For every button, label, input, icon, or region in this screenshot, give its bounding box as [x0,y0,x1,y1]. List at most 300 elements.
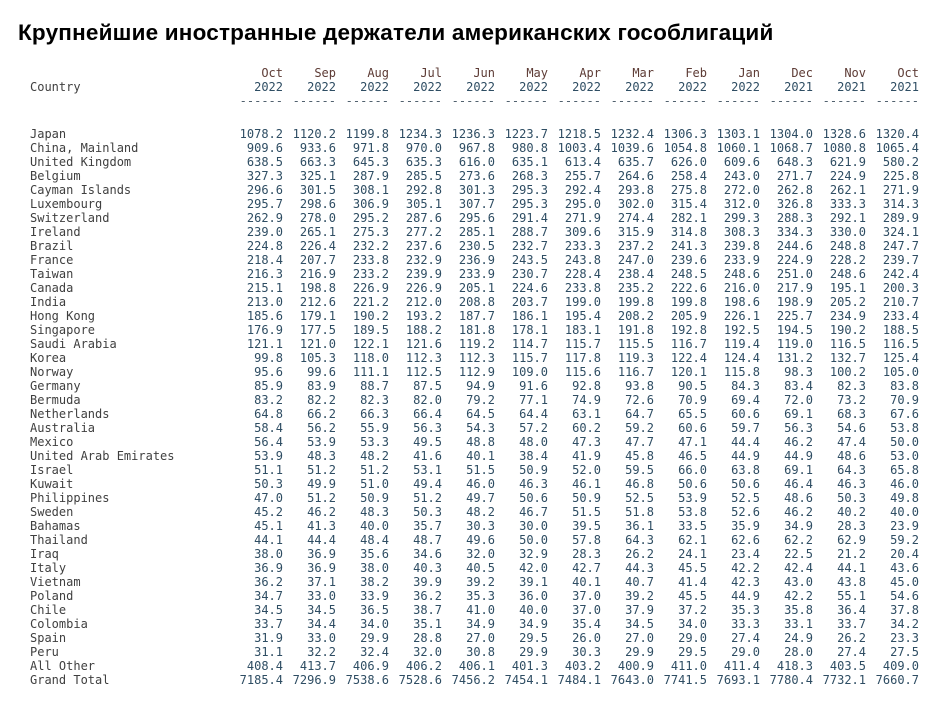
value-cell: 933.6 [299,141,336,155]
value-cell: 400.9 [617,659,654,673]
column-dash: ------ [822,94,866,108]
table-row [30,449,919,463]
value-cell: 1078.2 [239,127,283,141]
value-cell: 295.6 [458,211,495,225]
value-cell: 33.9 [360,589,389,603]
value-cell: 33.1 [784,617,813,631]
value-cell: 233.9 [458,267,495,281]
value-cell: 403.2 [564,659,601,673]
value-cell: 334.3 [776,225,813,239]
value-cell: 37.2 [678,603,707,617]
value-cell: 64.5 [466,407,495,421]
column-month-label: Nov [844,66,866,80]
value-cell: 225.8 [882,169,919,183]
value-cell: 56.4 [254,435,283,449]
table-row [30,533,919,547]
value-cell: 275.3 [352,225,389,239]
value-cell: 30.3 [572,645,601,659]
value-cell: 121.1 [246,337,283,351]
country-cell: Australia [30,421,96,435]
value-cell: 187.7 [458,309,495,323]
value-cell: 53.1 [413,463,442,477]
value-cell: 114.7 [511,337,548,351]
value-cell: 45.2 [254,505,283,519]
value-cell: 212.0 [405,295,442,309]
value-cell: 44.3 [625,561,654,575]
value-cell: 64.3 [837,463,866,477]
value-cell: 7484.1 [557,673,601,687]
table-row [30,351,919,365]
value-cell: 28.8 [413,631,442,645]
value-cell: 77.1 [519,393,548,407]
value-cell: 51.5 [466,463,495,477]
value-cell: 50.6 [678,477,707,491]
value-cell: 980.8 [511,141,548,155]
value-cell: 333.3 [829,197,866,211]
value-cell: 188.2 [405,323,442,337]
value-cell: 24.9 [784,631,813,645]
value-cell: 111.1 [352,365,389,379]
value-cell: 34.4 [307,617,336,631]
value-cell: 24.1 [678,547,707,561]
value-cell: 46.8 [625,477,654,491]
value-cell: 237.2 [617,239,654,253]
value-cell: 292.4 [564,183,601,197]
value-cell: 39.1 [519,575,548,589]
value-cell: 613.4 [564,155,601,169]
value-cell: 198.8 [299,281,336,295]
value-cell: 72.6 [625,393,654,407]
value-cell: 39.2 [466,575,495,589]
table-body [30,127,919,687]
value-cell: 42.2 [784,589,813,603]
value-cell: 626.0 [670,155,707,169]
value-cell: 67.6 [890,407,919,421]
country-cell: Belgium [30,169,81,183]
value-cell: 46.5 [678,449,707,463]
value-cell: 40.2 [837,505,866,519]
value-cell: 120.1 [670,365,707,379]
value-cell: 36.2 [254,575,283,589]
value-cell: 50.6 [519,491,548,505]
value-cell: 1065.4 [875,141,919,155]
value-cell: 1060.1 [716,141,760,155]
value-cell: 7456.2 [451,673,495,687]
value-cell: 49.9 [307,477,336,491]
value-cell: 34.6 [413,547,442,561]
value-cell: 232.2 [352,239,389,253]
value-cell: 30.0 [519,519,548,533]
table-row [30,323,919,337]
value-cell: 31.1 [254,645,283,659]
value-cell: 36.4 [837,603,866,617]
value-cell: 212.6 [299,295,336,309]
value-cell: 82.3 [360,393,389,407]
value-cell: 314.8 [670,225,707,239]
column-month-label: Oct [261,66,283,80]
value-cell: 183.1 [564,323,601,337]
value-cell: 64.7 [625,407,654,421]
value-cell: 282.1 [670,211,707,225]
value-cell: 292.1 [829,211,866,225]
country-cell: India [30,295,67,309]
value-cell: 292.8 [405,183,442,197]
column-dash: ------ [504,94,548,108]
value-cell: 34.9 [519,617,548,631]
value-cell: 1328.6 [822,127,866,141]
value-cell: 1080.8 [822,141,866,155]
table-row [30,337,919,351]
country-cell: Korea [30,351,67,365]
value-cell: 48.3 [307,449,336,463]
country-cell: Grand Total [30,673,110,687]
column-year-label: 2022 [360,80,389,94]
value-cell: 52.5 [625,491,654,505]
value-cell: 70.9 [678,393,707,407]
value-cell: 33.0 [307,589,336,603]
value-cell: 38.2 [360,575,389,589]
country-cell: United Kingdom [30,155,132,169]
value-cell: 90.5 [678,379,707,393]
value-cell: 62.2 [784,533,813,547]
column-year-label: 2022 [731,80,760,94]
value-cell: 46.1 [572,477,601,491]
table-row [30,309,919,323]
value-cell: 216.0 [723,281,760,295]
value-cell: 59.5 [625,463,654,477]
value-cell: 74.9 [572,393,601,407]
value-cell: 99.8 [254,351,283,365]
value-cell: 60.2 [572,421,601,435]
value-cell: 26.2 [625,547,654,561]
value-cell: 7693.1 [716,673,760,687]
value-cell: 295.3 [511,197,548,211]
value-cell: 48.3 [360,505,389,519]
value-cell: 53.0 [890,449,919,463]
country-cell: Germany [30,379,81,393]
value-cell: 32.9 [519,547,548,561]
value-cell: 207.7 [299,253,336,267]
value-cell: 53.9 [254,449,283,463]
table-row [30,169,919,183]
column-year-label: 2021 [784,80,813,94]
value-cell: 112.3 [405,351,442,365]
value-cell: 54.6 [890,589,919,603]
value-cell: 27.4 [837,645,866,659]
value-cell: 83.9 [307,379,336,393]
value-cell: 50.0 [519,533,548,547]
column-year-label: 2022 [572,80,601,94]
value-cell: 248.5 [670,267,707,281]
value-cell: 191.8 [617,323,654,337]
value-cell: 224.8 [246,239,283,253]
value-cell: 635.1 [511,155,548,169]
table-row [30,617,919,631]
value-cell: 48.6 [837,449,866,463]
value-cell: 55.1 [837,589,866,603]
value-cell: 82.3 [837,379,866,393]
value-cell: 264.6 [617,169,654,183]
value-cell: 35.6 [360,547,389,561]
value-cell: 68.3 [837,407,866,421]
value-cell: 224.9 [829,169,866,183]
value-cell: 41.0 [466,603,495,617]
table-row [30,659,919,673]
value-cell: 262.9 [246,211,283,225]
value-cell: 88.7 [360,379,389,393]
value-cell: 242.4 [882,267,919,281]
value-cell: 312.0 [723,197,760,211]
value-cell: 49.8 [890,491,919,505]
column-year-label: 2022 [466,80,495,94]
table-row [30,253,919,267]
value-cell: 274.4 [617,211,654,225]
column-month-label: Oct [897,66,919,80]
value-cell: 7296.9 [292,673,336,687]
column-dash: ------ [610,94,654,108]
value-cell: 53.3 [360,435,389,449]
table-row [30,575,919,589]
value-cell: 30.8 [466,645,495,659]
value-cell: 29.9 [360,631,389,645]
value-cell: 72.0 [784,393,813,407]
value-cell: 125.4 [882,351,919,365]
value-cell: 243.5 [511,253,548,267]
table-row [30,589,919,603]
value-cell: 38.0 [254,547,283,561]
value-cell: 42.0 [519,561,548,575]
value-cell: 83.4 [784,379,813,393]
country-cell: Vietnam [30,575,81,589]
value-cell: 56.2 [307,421,336,435]
value-cell: 255.7 [564,169,601,183]
value-cell: 37.0 [572,603,601,617]
value-cell: 648.3 [776,155,813,169]
country-cell: Iraq [30,547,59,561]
value-cell: 1306.3 [663,127,707,141]
country-cell: Colombia [30,617,88,631]
table-row [30,645,919,659]
value-cell: 243.0 [723,169,760,183]
value-cell: 287.9 [352,169,389,183]
header-row-months [30,66,919,80]
value-cell: 46.4 [784,477,813,491]
value-cell: 58.4 [254,421,283,435]
value-cell: 970.0 [405,141,442,155]
value-cell: 116.7 [617,365,654,379]
value-cell: 239.9 [405,267,442,281]
value-cell: 248.6 [829,267,866,281]
value-cell: 272.0 [723,183,760,197]
value-cell: 258.4 [670,169,707,183]
table-row [30,519,919,533]
value-cell: 200.3 [882,281,919,295]
country-cell: Peru [30,645,59,659]
table-row [30,267,919,281]
country-cell: China, Mainland [30,141,139,155]
value-cell: 275.8 [670,183,707,197]
value-cell: 208.8 [458,295,495,309]
value-cell: 46.3 [519,477,548,491]
value-cell: 69.1 [784,463,813,477]
value-cell: 315.4 [670,197,707,211]
country-cell: Canada [30,281,74,295]
value-cell: 116.5 [882,337,919,351]
value-cell: 293.8 [617,183,654,197]
value-cell: 27.0 [625,631,654,645]
value-cell: 34.0 [678,617,707,631]
value-cell: 41.3 [307,519,336,533]
country-cell: Singapore [30,323,96,337]
value-cell: 21.2 [837,547,866,561]
value-cell: 271.9 [882,183,919,197]
holders-table [30,66,919,687]
value-cell: 205.9 [670,309,707,323]
country-cell: Taiwan [30,267,74,281]
value-cell: 36.0 [519,589,548,603]
value-cell: 47.7 [625,435,654,449]
value-cell: 63.8 [731,463,760,477]
value-cell: 7185.4 [239,673,283,687]
value-cell: 302.0 [617,197,654,211]
value-cell: 40.7 [625,575,654,589]
value-cell: 224.9 [776,253,813,267]
value-cell: 115.6 [564,365,601,379]
value-cell: 94.9 [466,379,495,393]
country-cell: France [30,253,74,267]
value-cell: 37.0 [572,589,601,603]
value-cell: 178.1 [511,323,548,337]
column-dash: ------ [239,94,283,108]
value-cell: 119.0 [776,337,813,351]
value-cell: 46.2 [784,435,813,449]
value-cell: 288.3 [776,211,813,225]
value-cell: 35.3 [731,603,760,617]
country-cell: Chile [30,603,67,617]
table-row [30,155,919,169]
value-cell: 119.4 [723,337,760,351]
value-cell: 7538.6 [345,673,389,687]
value-cell: 46.2 [307,505,336,519]
value-cell: 34.5 [625,617,654,631]
country-cell: Sweden [30,505,74,519]
value-cell: 99.6 [307,365,336,379]
value-cell: 29.9 [625,645,654,659]
table-row [30,127,919,141]
value-cell: 193.2 [405,309,442,323]
value-cell: 36.5 [360,603,389,617]
value-cell: 29.9 [519,645,548,659]
value-cell: 7528.6 [398,673,442,687]
value-cell: 225.7 [776,309,813,323]
value-cell: 122.4 [670,351,707,365]
value-cell: 235.2 [617,281,654,295]
value-cell: 226.9 [405,281,442,295]
value-cell: 190.2 [352,309,389,323]
value-cell: 44.9 [731,449,760,463]
value-cell: 62.9 [837,533,866,547]
table-row [30,561,919,575]
value-cell: 50.9 [519,463,548,477]
value-cell: 210.7 [882,295,919,309]
value-cell: 418.3 [776,659,813,673]
value-cell: 301.3 [458,183,495,197]
value-cell: 230.5 [458,239,495,253]
value-cell: 645.3 [352,155,389,169]
value-cell: 1003.4 [557,141,601,155]
value-cell: 27.0 [466,631,495,645]
value-cell: 93.8 [625,379,654,393]
table-header [30,66,919,127]
value-cell: 325.1 [299,169,336,183]
country-cell: Mexico [30,435,74,449]
value-cell: 36.9 [307,561,336,575]
dash-country-blank [30,94,230,108]
value-cell: 190.2 [829,323,866,337]
value-cell: 48.4 [360,533,389,547]
value-cell: 22.5 [784,547,813,561]
value-cell: 29.5 [519,631,548,645]
value-cell: 95.6 [254,365,283,379]
value-cell: 271.7 [776,169,813,183]
country-cell: Israel [30,463,74,477]
value-cell: 82.0 [413,393,442,407]
value-cell: 44.1 [254,533,283,547]
value-cell: 216.3 [246,267,283,281]
value-cell: 305.1 [405,197,442,211]
value-cell: 47.3 [572,435,601,449]
value-cell: 194.5 [776,323,813,337]
value-cell: 56.3 [784,421,813,435]
value-cell: 44.9 [784,449,813,463]
column-month-label: Feb [685,66,707,80]
value-cell: 132.7 [829,351,866,365]
column-month-label: Apr [579,66,601,80]
value-cell: 31.9 [254,631,283,645]
value-cell: 50.3 [254,477,283,491]
value-cell: 233.9 [723,253,760,267]
value-cell: 909.6 [246,141,283,155]
column-month-label: Mar [632,66,654,80]
value-cell: 28.3 [572,547,601,561]
value-cell: 40.5 [466,561,495,575]
value-cell: 53.8 [890,421,919,435]
value-cell: 65.8 [890,463,919,477]
value-cell: 203.7 [511,295,548,309]
value-cell: 308.1 [352,183,389,197]
value-cell: 109.0 [511,365,548,379]
value-cell: 241.3 [670,239,707,253]
value-cell: 216.9 [299,267,336,281]
table-row [30,211,919,225]
value-cell: 307.7 [458,197,495,211]
column-year-label: 2022 [307,80,336,94]
value-cell: 115.8 [723,365,760,379]
header-country-blank [30,66,230,80]
value-cell: 176.9 [246,323,283,337]
country-cell: Kuwait [30,477,74,491]
value-cell: 46.0 [466,477,495,491]
value-cell: 29.0 [678,631,707,645]
value-cell: 37.1 [307,575,336,589]
value-cell: 84.3 [731,379,760,393]
value-cell: 117.8 [564,351,601,365]
value-cell: 244.6 [776,239,813,253]
value-cell: 50.3 [837,491,866,505]
value-cell: 49.6 [466,533,495,547]
value-cell: 248.8 [829,239,866,253]
value-cell: 51.2 [307,491,336,505]
